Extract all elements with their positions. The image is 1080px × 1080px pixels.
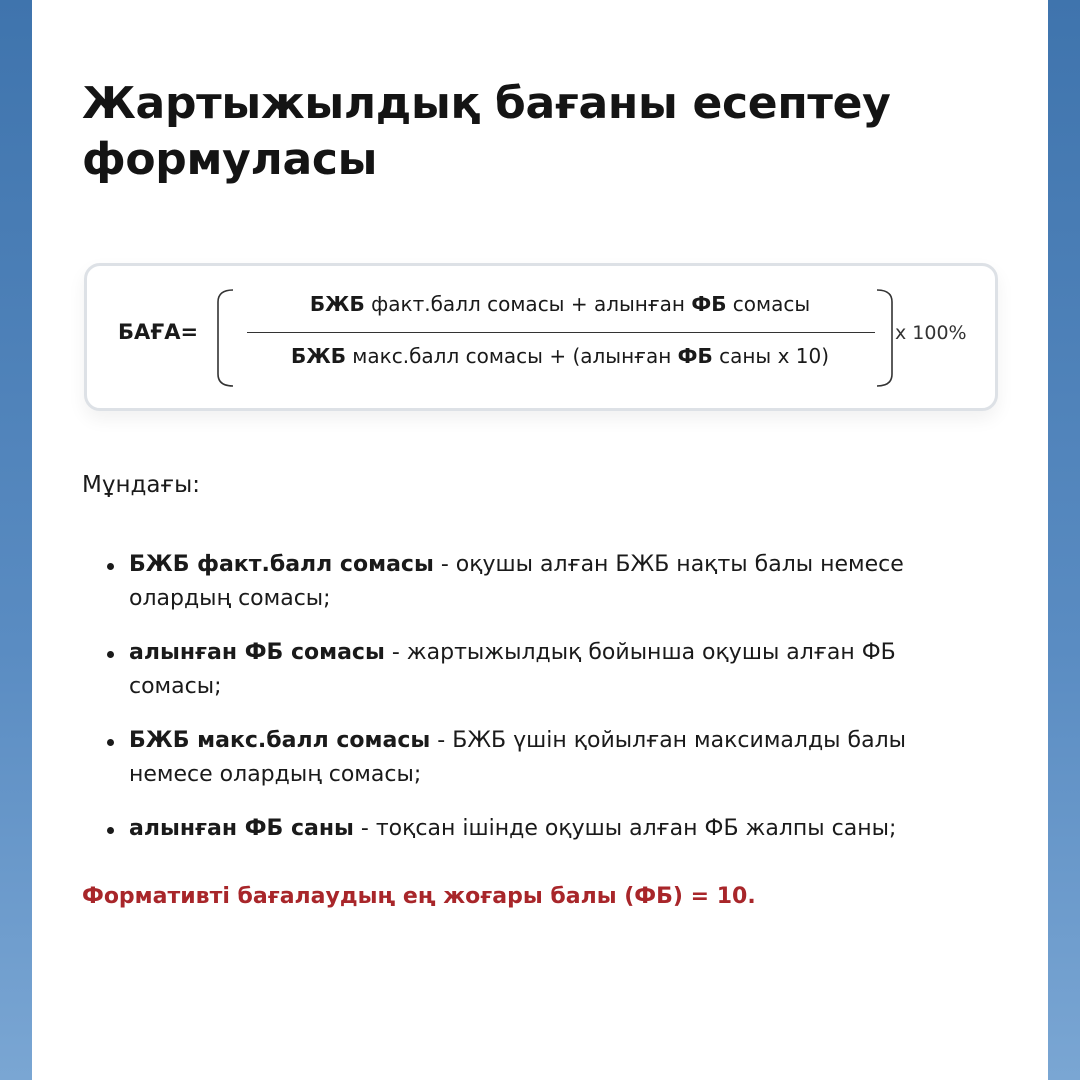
where-label: Мұндағы: xyxy=(82,472,200,498)
formula-box xyxy=(84,263,998,411)
definition-desc: - жартыжылдық бойынша оқушы алған ФБ сомасы; xyxy=(129,640,896,699)
denominator-text-2: саны x 10) xyxy=(712,344,830,368)
page-title: Жартыжылдық бағаны есептеу формуласы xyxy=(82,78,891,185)
formula-denominator xyxy=(245,344,875,368)
list-item xyxy=(82,812,982,846)
numerator-term-bzhb: БЖБ xyxy=(309,292,365,316)
definition-desc: - оқушы алған БЖБ нақты балы немесе олардың сомасы; xyxy=(129,552,904,611)
fraction-line xyxy=(247,332,875,333)
definition-desc: - тоқсан ішінде оқушы алған ФБ жалпы саны; xyxy=(353,816,897,841)
denominator-term-bzhb: БЖБ xyxy=(290,344,346,368)
denominator-term-fb: ФБ xyxy=(677,344,713,368)
formula-numerator xyxy=(245,292,875,316)
definitions-list xyxy=(82,548,982,866)
definition-term: алынған ФБ сомасы xyxy=(129,640,385,665)
right-parenthesis xyxy=(873,288,895,388)
numerator-term-fb: ФБ xyxy=(691,292,727,316)
definition-term: БЖБ факт.балл сомасы xyxy=(129,552,434,577)
numerator-text-2: сомасы xyxy=(726,292,811,316)
max-score-note: Формативті бағалаудың ең жоғары балы (ФБ) = 10. xyxy=(82,884,756,909)
formula-multiplier: x 100% xyxy=(895,322,967,344)
list-item xyxy=(82,724,982,792)
left-parenthesis xyxy=(215,288,237,388)
list-item xyxy=(82,636,982,704)
formula-lhs: БАҒА= xyxy=(118,320,199,344)
page xyxy=(32,0,1048,1080)
numerator-text-1: факт.балл сомасы + алынған xyxy=(364,292,692,316)
list-item xyxy=(82,548,982,616)
definition-desc: - БЖБ үшін қойылған максималды балы немесе олардың сомасы; xyxy=(129,728,907,787)
definition-term: БЖБ макс.балл сомасы xyxy=(129,728,431,753)
definition-term: алынған ФБ саны xyxy=(129,816,354,841)
denominator-text-1: макс.балл сомасы + (алынған xyxy=(345,344,678,368)
